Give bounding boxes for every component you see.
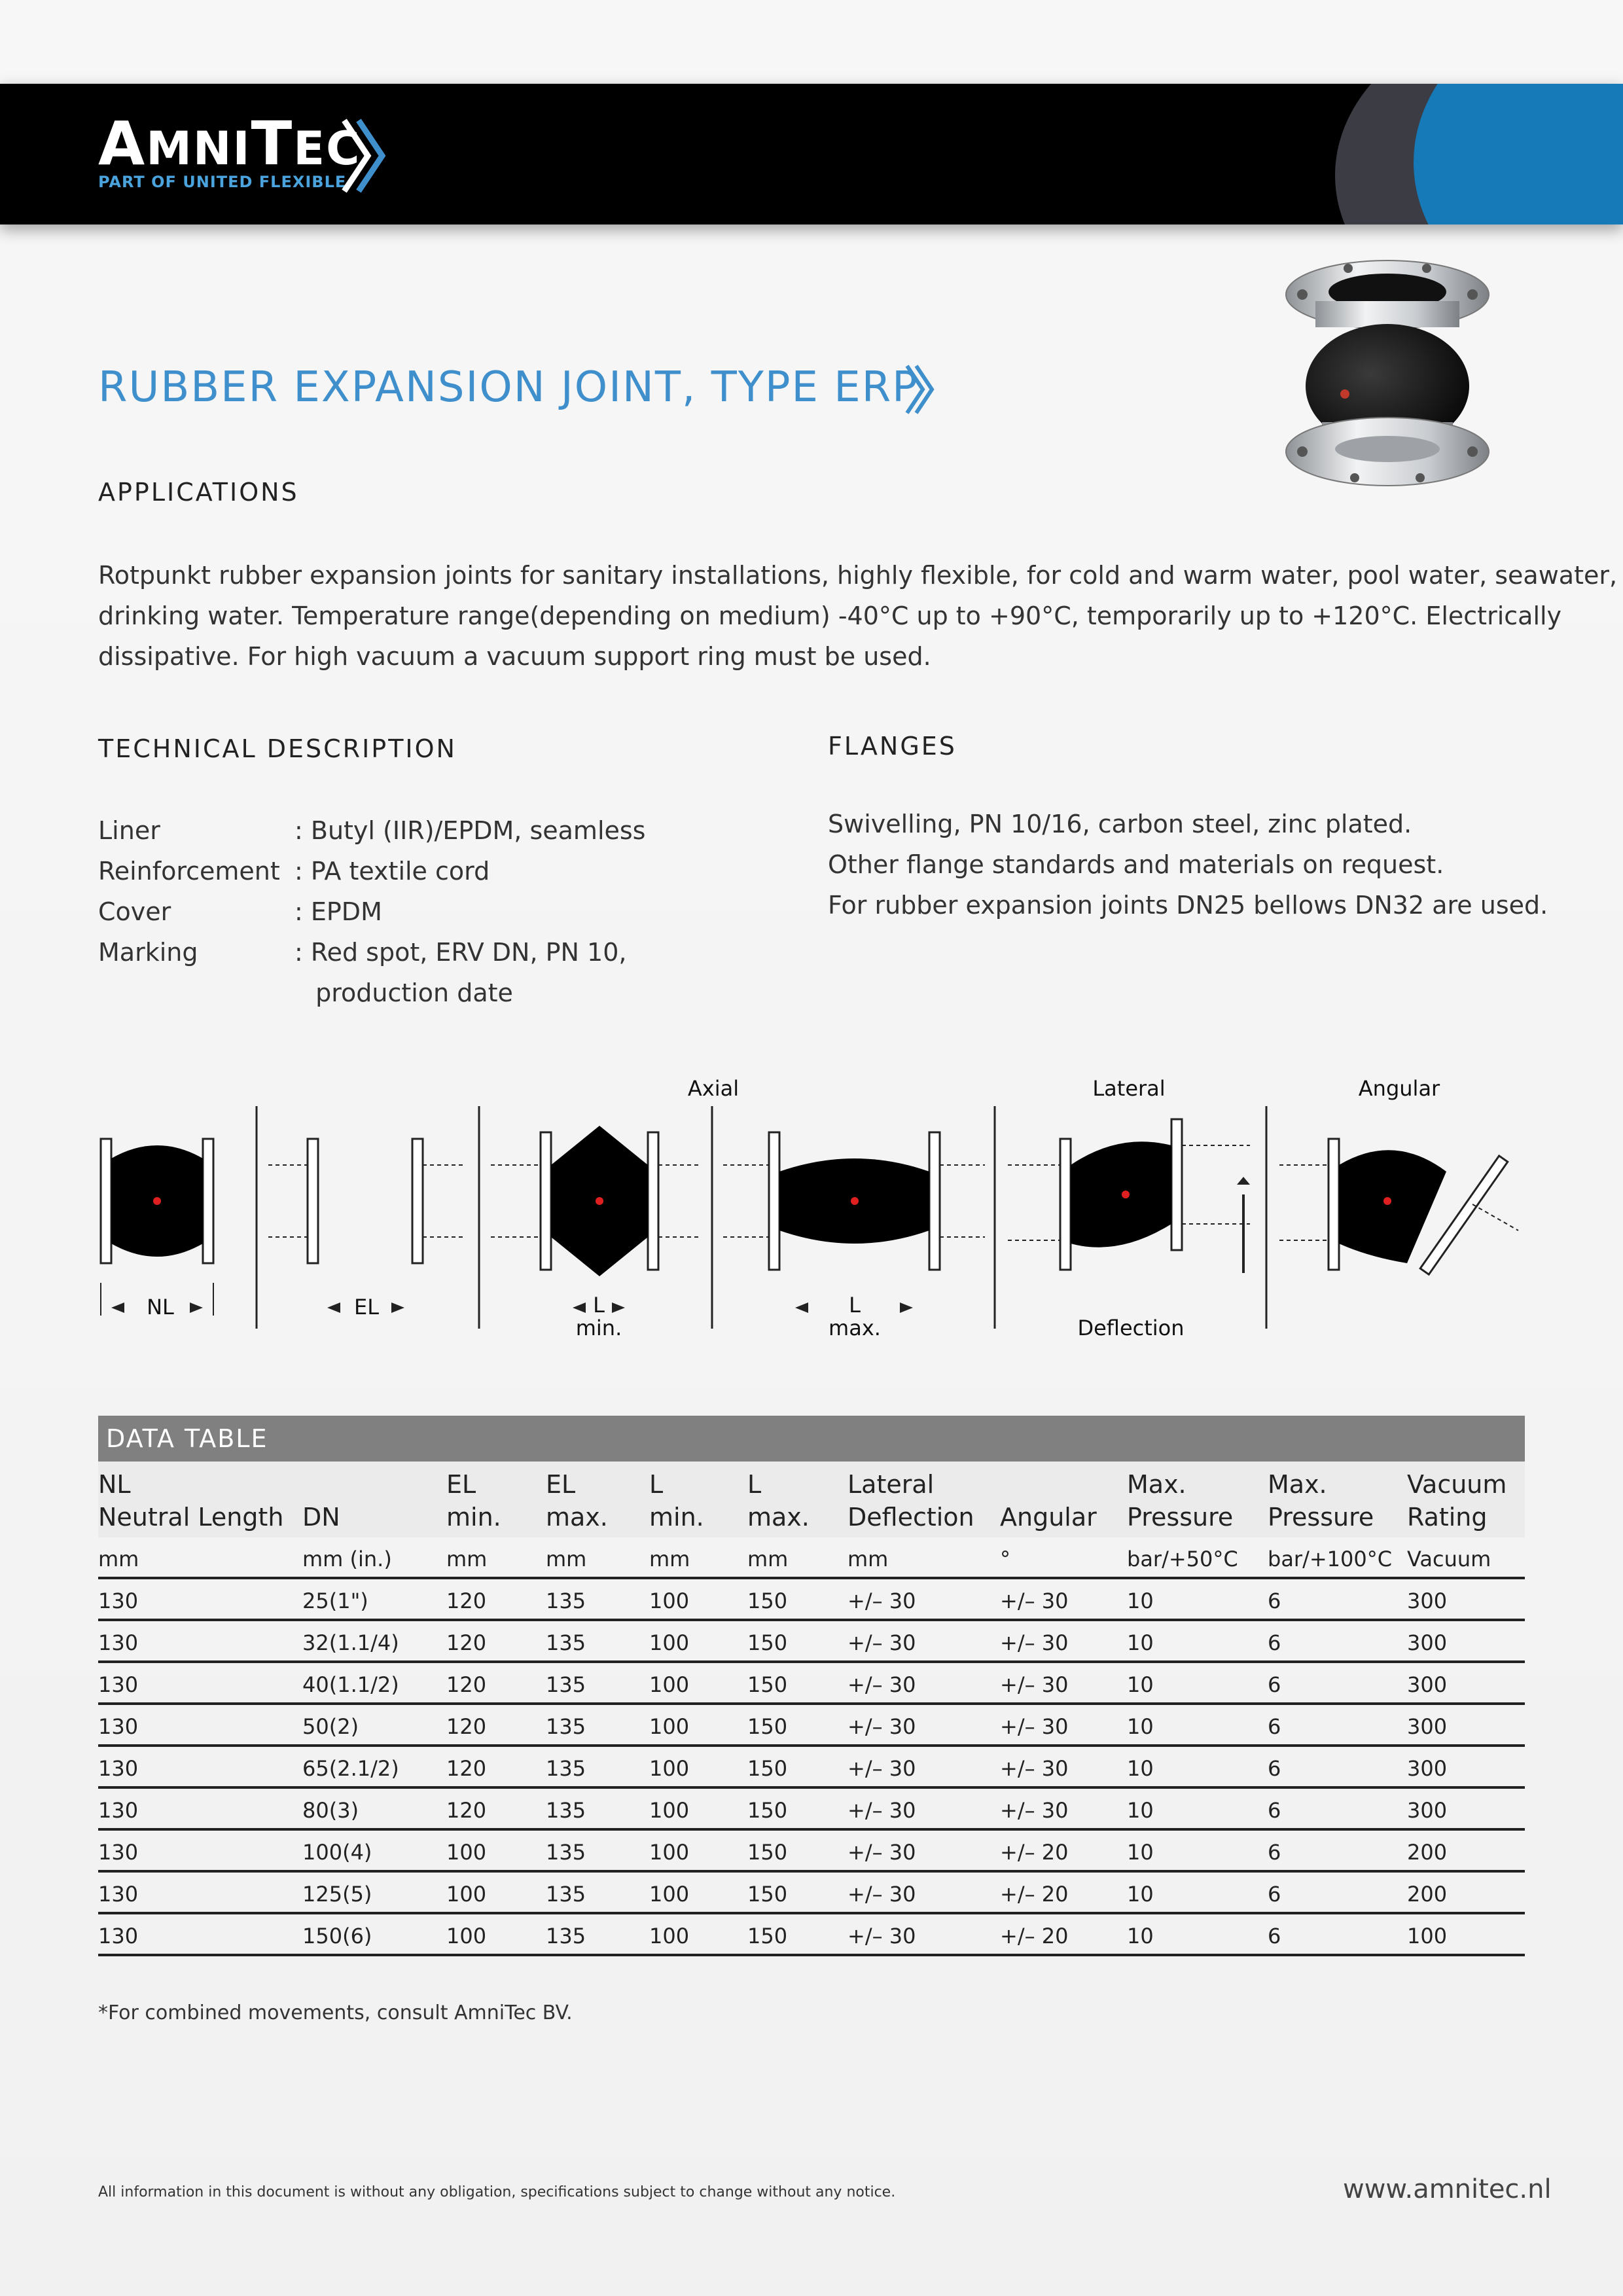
table-cell: 150 bbox=[747, 1588, 788, 1613]
table-cell: 100 bbox=[1407, 1924, 1448, 1948]
flanges-line: Swivelling, PN 10/16, carbon steel, zinc plated. bbox=[828, 810, 1412, 838]
table-cell: Vacuum bbox=[1407, 1547, 1491, 1571]
data-table-header bbox=[98, 1462, 1525, 1537]
table-cell: 150 bbox=[747, 1630, 788, 1655]
table-cell: 130 bbox=[98, 1756, 139, 1781]
table-cell: +/– 30 bbox=[1000, 1630, 1069, 1655]
table-cell: 135 bbox=[546, 1714, 586, 1739]
table-cell: 100 bbox=[649, 1672, 690, 1697]
table-cell: 6 bbox=[1268, 1588, 1281, 1613]
table-row bbox=[98, 1747, 1525, 1789]
spec-row-marking-cont: production date bbox=[308, 978, 513, 1007]
table-cell: 300 bbox=[1407, 1630, 1448, 1655]
header-band bbox=[0, 84, 1623, 224]
spec-row-liner: Liner : Butyl (IIR)/EPDM, seamless bbox=[98, 816, 646, 845]
brand-tagline: PART OF UNITED FLEXIBLE bbox=[98, 173, 347, 191]
table-cell: 130 bbox=[98, 1714, 139, 1739]
table-cell: 10 bbox=[1127, 1672, 1154, 1697]
table-cell: 120 bbox=[446, 1798, 487, 1823]
table-cell: 25(1") bbox=[302, 1588, 368, 1613]
table-cell: +/– 30 bbox=[847, 1588, 916, 1613]
table-row bbox=[98, 1873, 1525, 1914]
table-cell: 10 bbox=[1127, 1714, 1154, 1739]
table-cell: bar/+50°C bbox=[1127, 1547, 1238, 1571]
table-cell: +/– 20 bbox=[1000, 1882, 1069, 1907]
movement-diagram bbox=[92, 1067, 1531, 1342]
table-cell: 100 bbox=[649, 1924, 690, 1948]
applications-text: Rotpunkt rubber expansion joints for sanitary installations, highly flexible, for cold and warm water, pool water, seawater, drinking water. Temperature range(depending on medium) -40°C up to +90°C, temporarily up to +120°C. Electrically dissipative. For high vacuum a vacuum support ring must be used. bbox=[98, 561, 1618, 671]
table-cell: +/– 30 bbox=[1000, 1798, 1069, 1823]
table-cell: 135 bbox=[546, 1798, 586, 1823]
table-cell: 150 bbox=[747, 1882, 788, 1907]
table-cell: 80(3) bbox=[302, 1798, 359, 1823]
table-cell: 100 bbox=[649, 1798, 690, 1823]
flanges-heading: FLANGES bbox=[828, 732, 957, 761]
table-cell: 130 bbox=[98, 1672, 139, 1697]
footer-disclaimer: All information in this document is without any obligation, specifications subject to change without any notice. bbox=[98, 2184, 896, 2200]
table-row bbox=[98, 1663, 1525, 1705]
col-header: Vacuum Rating bbox=[1407, 1470, 1507, 1532]
applications-heading: APPLICATIONS bbox=[98, 478, 299, 507]
table-cell: 300 bbox=[1407, 1756, 1448, 1781]
table-cell: 135 bbox=[546, 1882, 586, 1907]
label-el: EL bbox=[353, 1295, 380, 1319]
table-cell: 10 bbox=[1127, 1882, 1154, 1907]
label-l-max-sub: max. bbox=[829, 1316, 881, 1340]
col-header: Angular bbox=[1000, 1503, 1097, 1532]
footnote: *For combined movements, consult AmniTec BV. bbox=[98, 2001, 573, 2024]
table-cell: +/– 30 bbox=[847, 1672, 916, 1697]
table-row bbox=[98, 1831, 1525, 1873]
table-cell: +/– 30 bbox=[1000, 1672, 1069, 1697]
label-deflection: Deflection bbox=[1077, 1316, 1185, 1340]
table-cell: 120 bbox=[446, 1630, 487, 1655]
footer-website: www.amnitec.nl bbox=[1343, 2174, 1552, 2204]
label-lateral: Lateral bbox=[1092, 1076, 1166, 1101]
table-cell: 100 bbox=[446, 1924, 487, 1948]
label-nl: NL bbox=[147, 1295, 174, 1319]
table-cell: +/– 30 bbox=[1000, 1588, 1069, 1613]
table-cell: +/– 20 bbox=[1000, 1924, 1069, 1948]
table-cell: 150 bbox=[747, 1924, 788, 1948]
table-cell: mm bbox=[446, 1547, 488, 1571]
table-cell: 200 bbox=[1407, 1840, 1448, 1865]
table-cell: mm bbox=[649, 1547, 690, 1571]
table-cell: 130 bbox=[98, 1924, 139, 1948]
table-row bbox=[98, 1914, 1525, 1956]
label-angular: Angular bbox=[1358, 1076, 1440, 1101]
table-cell: 300 bbox=[1407, 1798, 1448, 1823]
table-cell: 100 bbox=[649, 1882, 690, 1907]
table-cell: 6 bbox=[1268, 1672, 1281, 1697]
table-cell: 135 bbox=[546, 1924, 586, 1948]
table-cell: 120 bbox=[446, 1672, 487, 1697]
table-cell: 150(6) bbox=[302, 1924, 372, 1948]
table-cell: 150 bbox=[747, 1798, 788, 1823]
table-cell: +/– 30 bbox=[847, 1798, 916, 1823]
table-cell: 150 bbox=[747, 1714, 788, 1739]
table-cell: 32(1.1/4) bbox=[302, 1630, 399, 1655]
table-cell: 130 bbox=[98, 1798, 139, 1823]
table-cell: 10 bbox=[1127, 1798, 1154, 1823]
axial-min-drawing bbox=[491, 1126, 700, 1313]
data-table-title: DATA TABLE bbox=[98, 1416, 1525, 1462]
table-cell: 100 bbox=[649, 1714, 690, 1739]
spec-row-cover: Cover : EPDM bbox=[98, 897, 382, 926]
table-cell: 10 bbox=[1127, 1756, 1154, 1781]
units-row bbox=[98, 1537, 1525, 1579]
table-cell: 130 bbox=[98, 1588, 139, 1613]
table-cell: 135 bbox=[546, 1630, 586, 1655]
table-cell: mm bbox=[98, 1547, 139, 1571]
table-cell: 6 bbox=[1268, 1756, 1281, 1781]
table-cell: 100 bbox=[446, 1882, 487, 1907]
table-cell: 150 bbox=[747, 1756, 788, 1781]
table-cell: 135 bbox=[546, 1840, 586, 1865]
table-cell: bar/+100°C bbox=[1268, 1547, 1393, 1571]
table-cell: 100 bbox=[649, 1756, 690, 1781]
table-cell: +/– 30 bbox=[847, 1756, 916, 1781]
label-l-min: L bbox=[593, 1293, 605, 1318]
table-cell: +/– 20 bbox=[1000, 1840, 1069, 1865]
label-axial: Axial bbox=[687, 1076, 740, 1101]
table-cell: +/– 30 bbox=[1000, 1756, 1069, 1781]
title-chevron-icon bbox=[903, 363, 936, 416]
table-cell: +/– 30 bbox=[847, 1714, 916, 1739]
col-header: DN bbox=[302, 1503, 340, 1532]
el-flange-drawing bbox=[268, 1139, 465, 1313]
lateral-drawing bbox=[1008, 1119, 1250, 1273]
technical-heading: TECHNICAL DESCRIPTION bbox=[98, 734, 457, 763]
table-cell: 125(5) bbox=[302, 1882, 372, 1907]
table-cell: 10 bbox=[1127, 1588, 1154, 1613]
table-row bbox=[98, 1705, 1525, 1747]
col-header: Max. Pressure bbox=[1127, 1470, 1234, 1532]
table-cell: 6 bbox=[1268, 1798, 1281, 1823]
table-cell: 65(2.1/2) bbox=[302, 1756, 399, 1781]
page-title: RUBBER EXPANSION JOINT, TYPE ERP bbox=[98, 363, 919, 412]
col-header: EL min. bbox=[446, 1470, 501, 1532]
table-row bbox=[98, 1621, 1525, 1663]
table-cell: 40(1.1/2) bbox=[302, 1672, 399, 1697]
col-header: EL max. bbox=[546, 1470, 608, 1532]
col-header: Max. Pressure bbox=[1268, 1470, 1374, 1532]
flanges-line: Other flange standards and materials on request. bbox=[828, 850, 1444, 879]
table-cell: 150 bbox=[747, 1672, 788, 1697]
table-cell: 300 bbox=[1407, 1672, 1448, 1697]
table-cell: 100 bbox=[649, 1840, 690, 1865]
table-cell: 120 bbox=[446, 1756, 487, 1781]
col-header: L max. bbox=[747, 1470, 810, 1532]
product-photo bbox=[1276, 255, 1499, 491]
table-cell: 200 bbox=[1407, 1882, 1448, 1907]
table-cell: 6 bbox=[1268, 1714, 1281, 1739]
table-cell: 135 bbox=[546, 1588, 586, 1613]
table-cell: +/– 30 bbox=[847, 1840, 916, 1865]
spec-row-marking: Marking : Red spot, ERV DN, PN 10, bbox=[98, 938, 627, 967]
table-cell: mm (in.) bbox=[302, 1547, 392, 1571]
table-cell: +/– 30 bbox=[847, 1882, 916, 1907]
brand-logo-text: AMNITEC bbox=[98, 109, 361, 179]
table-cell: 6 bbox=[1268, 1840, 1281, 1865]
table-cell: mm bbox=[847, 1547, 889, 1571]
angular-drawing bbox=[1279, 1139, 1518, 1274]
table-row bbox=[98, 1579, 1525, 1621]
table-cell: 100(4) bbox=[302, 1840, 372, 1865]
flanges-line: For rubber expansion joints DN25 bellows DN32 are used. bbox=[828, 891, 1548, 920]
axial-max-drawing bbox=[723, 1132, 985, 1313]
table-cell: ° bbox=[1000, 1547, 1010, 1571]
col-header: NL Neutral Length bbox=[98, 1470, 284, 1532]
table-cell: 10 bbox=[1127, 1840, 1154, 1865]
spec-row-reinforcement: Reinforcement : PA textile cord bbox=[98, 857, 490, 886]
table-cell: 100 bbox=[446, 1840, 487, 1865]
nl-joint-drawing bbox=[101, 1139, 213, 1316]
col-header: L min. bbox=[649, 1470, 704, 1532]
table-row bbox=[98, 1789, 1525, 1831]
col-header: Lateral Deflection bbox=[847, 1470, 974, 1532]
table-cell: 6 bbox=[1268, 1882, 1281, 1907]
table-cell: 100 bbox=[649, 1588, 690, 1613]
table-cell: 6 bbox=[1268, 1924, 1281, 1948]
table-cell: 130 bbox=[98, 1882, 139, 1907]
table-cell: 50(2) bbox=[302, 1714, 359, 1739]
label-l-min-sub: min. bbox=[575, 1316, 622, 1340]
label-l-max: L bbox=[849, 1293, 861, 1318]
table-cell: 150 bbox=[747, 1840, 788, 1865]
table-cell: 135 bbox=[546, 1756, 586, 1781]
table-cell: mm bbox=[747, 1547, 789, 1571]
table-cell: mm bbox=[546, 1547, 587, 1571]
table-cell: 100 bbox=[649, 1630, 690, 1655]
table-cell: 300 bbox=[1407, 1714, 1448, 1739]
table-cell: 135 bbox=[546, 1672, 586, 1697]
table-cell: 120 bbox=[446, 1714, 487, 1739]
header-wave-blue bbox=[1414, 84, 1623, 224]
table-cell: +/– 30 bbox=[1000, 1714, 1069, 1739]
table-cell: 120 bbox=[446, 1588, 487, 1613]
table-cell: +/– 30 bbox=[847, 1924, 916, 1948]
table-cell: 10 bbox=[1127, 1924, 1154, 1948]
logo-chevron-icon bbox=[340, 117, 386, 195]
table-cell: 300 bbox=[1407, 1588, 1448, 1613]
table-cell: 130 bbox=[98, 1630, 139, 1655]
table-cell: 10 bbox=[1127, 1630, 1154, 1655]
table-cell: 130 bbox=[98, 1840, 139, 1865]
table-cell: +/– 30 bbox=[847, 1630, 916, 1655]
table-cell: 6 bbox=[1268, 1630, 1281, 1655]
